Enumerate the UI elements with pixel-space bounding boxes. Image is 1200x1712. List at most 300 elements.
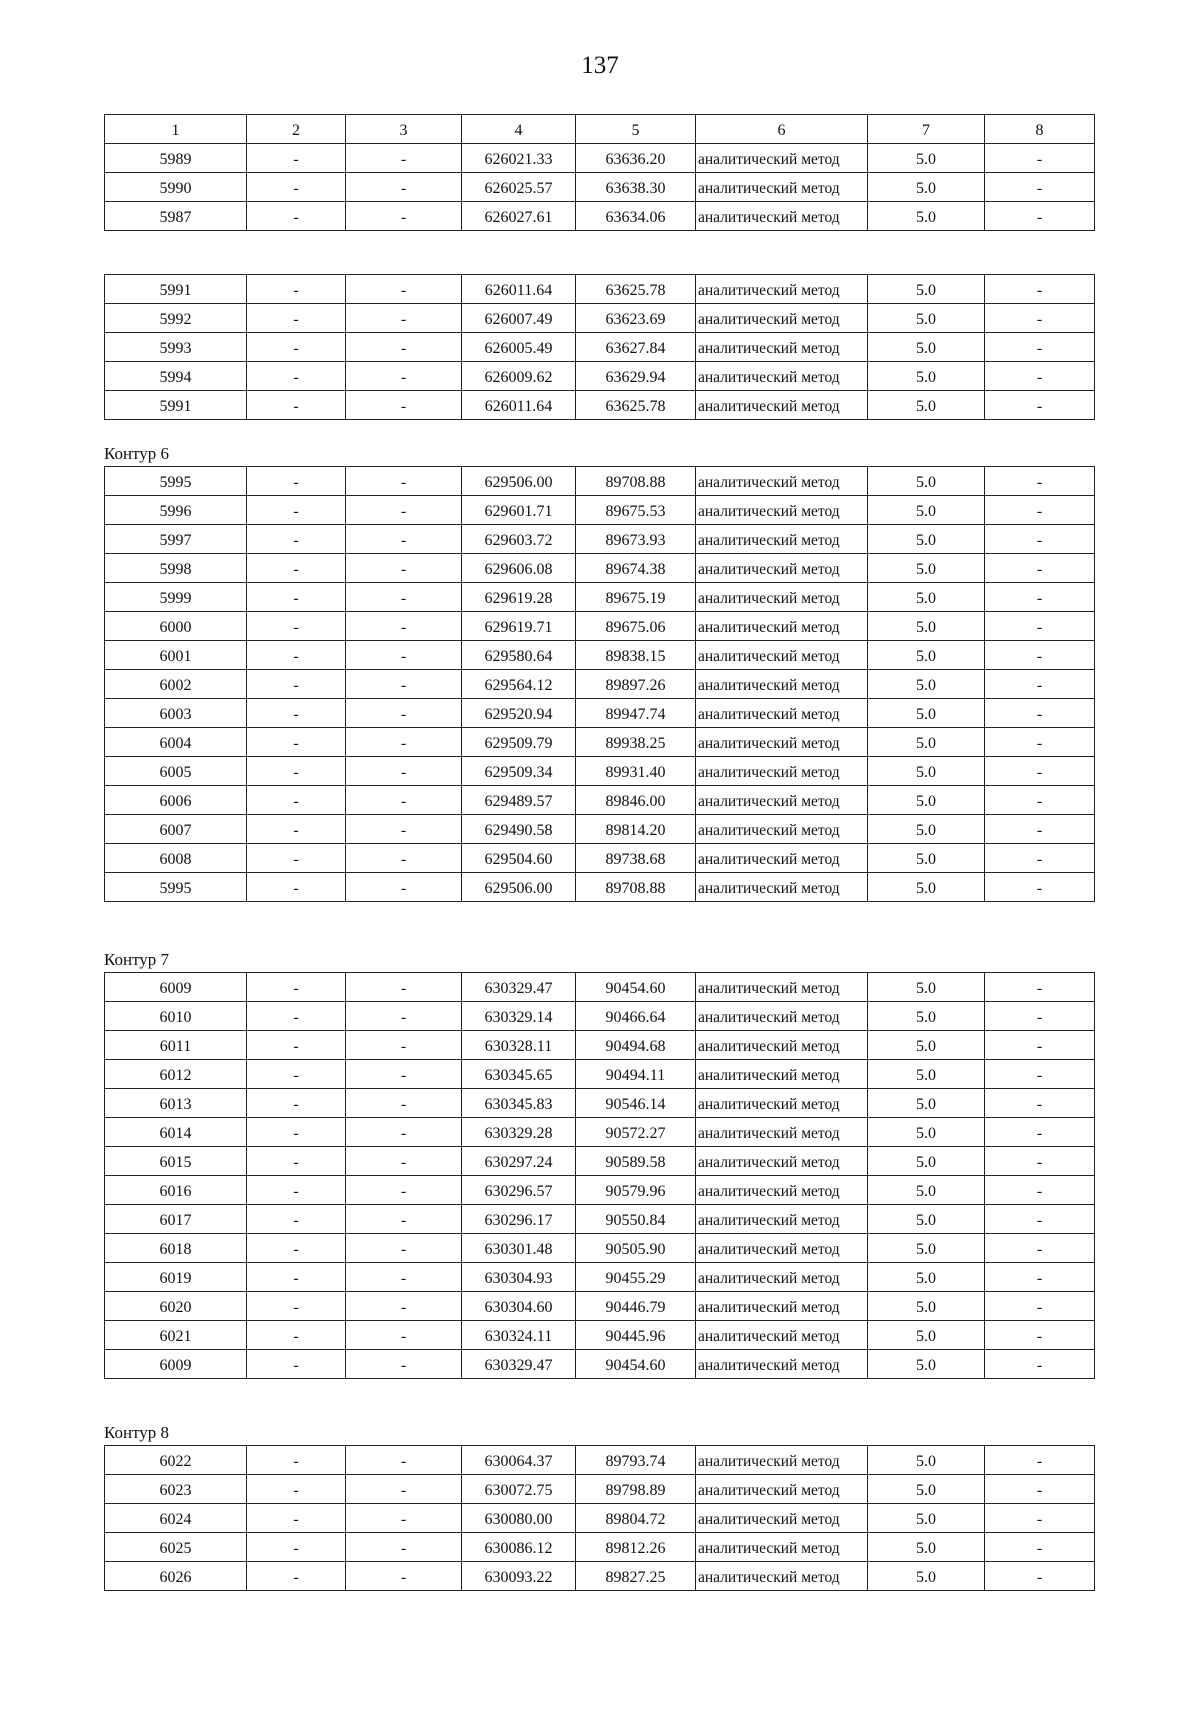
coord-x-cell: 629603.72 <box>462 525 576 554</box>
col-8-cell: - <box>985 844 1095 873</box>
coordinates-table <box>104 972 1095 1379</box>
coordinates-table <box>104 466 1095 902</box>
accuracy-cell: 5.0 <box>868 612 985 641</box>
col-2-cell: - <box>247 333 346 362</box>
col-2-cell: - <box>247 1002 346 1031</box>
col-8-cell: - <box>985 1002 1095 1031</box>
col-8-cell: - <box>985 1205 1095 1234</box>
coord-y-cell: 89793.74 <box>576 1446 696 1475</box>
contour-label: Контур 7 <box>104 950 170 969</box>
col-2-cell: - <box>247 1263 346 1292</box>
col-2-cell: - <box>247 1205 346 1234</box>
accuracy-cell: 5.0 <box>868 583 985 612</box>
coord-x-cell: 630296.17 <box>462 1205 576 1234</box>
coord-x-cell: 629509.79 <box>462 728 576 757</box>
col-2-cell: - <box>247 844 346 873</box>
col-2-cell: - <box>247 525 346 554</box>
method-cell: аналитический метод <box>696 815 868 844</box>
table-row <box>105 304 1095 333</box>
coord-x-cell: 626011.64 <box>462 275 576 304</box>
point-number-cell: 6023 <box>105 1475 247 1504</box>
col-8-cell: - <box>985 173 1095 202</box>
method-cell: аналитический метод <box>696 391 868 420</box>
table-row <box>105 641 1095 670</box>
col-2-cell: - <box>247 467 346 496</box>
coord-x-cell: 630324.11 <box>462 1321 576 1350</box>
col-2-cell: - <box>247 728 346 757</box>
coordinates-table <box>104 1445 1095 1591</box>
col-3-cell: - <box>346 1176 462 1205</box>
coord-x-cell: 626011.64 <box>462 391 576 420</box>
col-8-cell: - <box>985 554 1095 583</box>
col-3-cell: - <box>346 786 462 815</box>
method-cell: аналитический метод <box>696 844 868 873</box>
point-number-cell: 6014 <box>105 1118 247 1147</box>
coord-y-cell: 90445.96 <box>576 1321 696 1350</box>
coord-y-cell: 90454.60 <box>576 1350 696 1379</box>
coord-x-cell: 630301.48 <box>462 1234 576 1263</box>
coord-x-cell: 630329.14 <box>462 1002 576 1031</box>
col-3-cell: - <box>346 1321 462 1350</box>
col-8-cell: - <box>985 1562 1095 1591</box>
col-8-cell: - <box>985 1446 1095 1475</box>
col-8-cell: - <box>985 1089 1095 1118</box>
col-3-cell: - <box>346 728 462 757</box>
coord-y-cell: 63634.06 <box>576 202 696 231</box>
coord-y-cell: 89798.89 <box>576 1475 696 1504</box>
col-2-cell: - <box>247 391 346 420</box>
point-number-cell: 6004 <box>105 728 247 757</box>
col-8-cell: - <box>985 670 1095 699</box>
coordinates-table <box>104 114 1095 231</box>
table-section <box>104 1423 1094 1591</box>
col-2-cell: - <box>247 815 346 844</box>
method-cell: аналитический метод <box>696 525 868 554</box>
col-3-cell: - <box>346 1292 462 1321</box>
col-8-cell: - <box>985 612 1095 641</box>
coord-y-cell: 63636.20 <box>576 144 696 173</box>
point-number-cell: 6006 <box>105 786 247 815</box>
col-8-cell: - <box>985 1031 1095 1060</box>
col-3-cell: - <box>346 333 462 362</box>
coord-y-cell: 89708.88 <box>576 873 696 902</box>
point-number-cell: 6011 <box>105 1031 247 1060</box>
col-3-cell: - <box>346 583 462 612</box>
col-2-cell: - <box>247 1321 346 1350</box>
column-number: 8 <box>985 115 1095 144</box>
column-number: 6 <box>696 115 868 144</box>
coord-y-cell: 63627.84 <box>576 333 696 362</box>
coord-y-cell: 63625.78 <box>576 275 696 304</box>
table-row <box>105 1504 1095 1533</box>
col-8-cell: - <box>985 1176 1095 1205</box>
method-cell: аналитический метод <box>696 1031 868 1060</box>
method-cell: аналитический метод <box>696 554 868 583</box>
method-cell: аналитический метод <box>696 583 868 612</box>
method-cell: аналитический метод <box>696 1002 868 1031</box>
col-3-cell: - <box>346 699 462 728</box>
coord-y-cell: 90546.14 <box>576 1089 696 1118</box>
coord-x-cell: 630064.37 <box>462 1446 576 1475</box>
point-number-cell: 6000 <box>105 612 247 641</box>
col-2-cell: - <box>247 144 346 173</box>
col-8-cell: - <box>985 786 1095 815</box>
accuracy-cell: 5.0 <box>868 1475 985 1504</box>
col-2-cell: - <box>247 1147 346 1176</box>
col-3-cell: - <box>346 1118 462 1147</box>
accuracy-cell: 5.0 <box>868 496 985 525</box>
col-3-cell: - <box>346 1446 462 1475</box>
table-row <box>105 554 1095 583</box>
method-cell: аналитический метод <box>696 1118 868 1147</box>
coord-y-cell: 90494.68 <box>576 1031 696 1060</box>
coord-x-cell: 630072.75 <box>462 1475 576 1504</box>
col-3-cell: - <box>346 1205 462 1234</box>
col-3-cell: - <box>346 1060 462 1089</box>
coord-x-cell: 630296.57 <box>462 1176 576 1205</box>
point-number-cell: 5991 <box>105 275 247 304</box>
table-row <box>105 1002 1095 1031</box>
col-2-cell: - <box>247 786 346 815</box>
coord-x-cell: 629619.71 <box>462 612 576 641</box>
point-number-cell: 6012 <box>105 1060 247 1089</box>
col-8-cell: - <box>985 525 1095 554</box>
coord-y-cell: 89931.40 <box>576 757 696 786</box>
col-3-cell: - <box>346 670 462 699</box>
coord-x-cell: 630080.00 <box>462 1504 576 1533</box>
table-row <box>105 844 1095 873</box>
method-cell: аналитический метод <box>696 362 868 391</box>
method-cell: аналитический метод <box>696 1292 868 1321</box>
accuracy-cell: 5.0 <box>868 1031 985 1060</box>
table-row <box>105 1263 1095 1292</box>
coord-y-cell: 90579.96 <box>576 1176 696 1205</box>
col-3-cell: - <box>346 1031 462 1060</box>
accuracy-cell: 5.0 <box>868 1446 985 1475</box>
coord-y-cell: 89846.00 <box>576 786 696 815</box>
col-3-cell: - <box>346 391 462 420</box>
method-cell: аналитический метод <box>696 202 868 231</box>
point-number-cell: 6018 <box>105 1234 247 1263</box>
col-3-cell: - <box>346 496 462 525</box>
col-8-cell: - <box>985 275 1095 304</box>
coord-x-cell: 629509.34 <box>462 757 576 786</box>
accuracy-cell: 5.0 <box>868 1234 985 1263</box>
coord-x-cell: 630086.12 <box>462 1533 576 1562</box>
col-2-cell: - <box>247 362 346 391</box>
col-8-cell: - <box>985 1263 1095 1292</box>
coord-y-cell: 90466.64 <box>576 1002 696 1031</box>
accuracy-cell: 5.0 <box>868 1176 985 1205</box>
col-3-cell: - <box>346 844 462 873</box>
col-3-cell: - <box>346 612 462 641</box>
table-row <box>105 1060 1095 1089</box>
accuracy-cell: 5.0 <box>868 1562 985 1591</box>
table-row <box>105 525 1095 554</box>
col-3-cell: - <box>346 1350 462 1379</box>
col-2-cell: - <box>247 1446 346 1475</box>
accuracy-cell: 5.0 <box>868 1504 985 1533</box>
point-number-cell: 5993 <box>105 333 247 362</box>
coord-x-cell: 629506.00 <box>462 873 576 902</box>
coord-x-cell: 630328.11 <box>462 1031 576 1060</box>
table-row <box>105 1118 1095 1147</box>
coord-y-cell: 89675.53 <box>576 496 696 525</box>
accuracy-cell: 5.0 <box>868 728 985 757</box>
col-2-cell: - <box>247 1562 346 1591</box>
coord-y-cell: 90494.11 <box>576 1060 696 1089</box>
col-2-cell: - <box>247 973 346 1002</box>
accuracy-cell: 5.0 <box>868 173 985 202</box>
coord-x-cell: 630093.22 <box>462 1562 576 1591</box>
method-cell: аналитический метод <box>696 757 868 786</box>
method-cell: аналитический метод <box>696 1533 868 1562</box>
accuracy-cell: 5.0 <box>868 1292 985 1321</box>
coord-y-cell: 89838.15 <box>576 641 696 670</box>
table-row <box>105 873 1095 902</box>
col-8-cell: - <box>985 1475 1095 1504</box>
col-8-cell: - <box>985 973 1095 1002</box>
coord-x-cell: 630329.47 <box>462 1350 576 1379</box>
method-cell: аналитический метод <box>696 333 868 362</box>
coord-x-cell: 626005.49 <box>462 333 576 362</box>
table-row <box>105 362 1095 391</box>
point-number-cell: 5995 <box>105 467 247 496</box>
point-number-cell: 5989 <box>105 144 247 173</box>
coordinates-table <box>104 274 1095 420</box>
accuracy-cell: 5.0 <box>868 786 985 815</box>
col-2-cell: - <box>247 1060 346 1089</box>
point-number-cell: 6017 <box>105 1205 247 1234</box>
method-cell: аналитический метод <box>696 275 868 304</box>
col-2-cell: - <box>247 641 346 670</box>
col-2-cell: - <box>247 1292 346 1321</box>
col-2-cell: - <box>247 1089 346 1118</box>
col-8-cell: - <box>985 815 1095 844</box>
col-3-cell: - <box>346 973 462 1002</box>
table-row <box>105 173 1095 202</box>
col-8-cell: - <box>985 467 1095 496</box>
method-cell: аналитический метод <box>696 1321 868 1350</box>
table-row <box>105 728 1095 757</box>
point-number-cell: 5996 <box>105 496 247 525</box>
method-cell: аналитический метод <box>696 973 868 1002</box>
accuracy-cell: 5.0 <box>868 815 985 844</box>
accuracy-cell: 5.0 <box>868 467 985 496</box>
col-3-cell: - <box>346 275 462 304</box>
coord-y-cell: 90454.60 <box>576 973 696 1002</box>
contour-label: Контур 6 <box>104 444 170 463</box>
col-3-cell: - <box>346 362 462 391</box>
coord-y-cell: 89947.74 <box>576 699 696 728</box>
coord-x-cell: 629619.28 <box>462 583 576 612</box>
table-row <box>105 1321 1095 1350</box>
table-row <box>105 1234 1095 1263</box>
col-8-cell: - <box>985 1234 1095 1263</box>
point-number-cell: 5987 <box>105 202 247 231</box>
accuracy-cell: 5.0 <box>868 202 985 231</box>
coord-x-cell: 630329.47 <box>462 973 576 1002</box>
coord-y-cell: 89673.93 <box>576 525 696 554</box>
method-cell: аналитический метод <box>696 1504 868 1533</box>
coord-x-cell: 629506.00 <box>462 467 576 496</box>
coord-x-cell: 629520.94 <box>462 699 576 728</box>
col-2-cell: - <box>247 1533 346 1562</box>
point-number-cell: 6003 <box>105 699 247 728</box>
column-number: 5 <box>576 115 696 144</box>
accuracy-cell: 5.0 <box>868 1002 985 1031</box>
table-row <box>105 202 1095 231</box>
coord-y-cell: 89897.26 <box>576 670 696 699</box>
coord-x-cell: 629564.12 <box>462 670 576 699</box>
col-2-cell: - <box>247 1475 346 1504</box>
col-2-cell: - <box>247 873 346 902</box>
point-number-cell: 6026 <box>105 1562 247 1591</box>
table-row <box>105 1475 1095 1504</box>
table-row <box>105 275 1095 304</box>
method-cell: аналитический метод <box>696 144 868 173</box>
accuracy-cell: 5.0 <box>868 844 985 873</box>
coord-y-cell: 89814.20 <box>576 815 696 844</box>
col-3-cell: - <box>346 815 462 844</box>
method-cell: аналитический метод <box>696 670 868 699</box>
coord-x-cell: 626007.49 <box>462 304 576 333</box>
col-3-cell: - <box>346 304 462 333</box>
col-2-cell: - <box>247 202 346 231</box>
point-number-cell: 6009 <box>105 973 247 1002</box>
method-cell: аналитический метод <box>696 1147 868 1176</box>
col-8-cell: - <box>985 202 1095 231</box>
coord-y-cell: 89674.38 <box>576 554 696 583</box>
point-number-cell: 6009 <box>105 1350 247 1379</box>
col-8-cell: - <box>985 873 1095 902</box>
accuracy-cell: 5.0 <box>868 1118 985 1147</box>
col-2-cell: - <box>247 699 346 728</box>
col-3-cell: - <box>346 1533 462 1562</box>
point-number-cell: 6021 <box>105 1321 247 1350</box>
col-2-cell: - <box>247 1118 346 1147</box>
col-2-cell: - <box>247 173 346 202</box>
method-cell: аналитический метод <box>696 1176 868 1205</box>
method-cell: аналитический метод <box>696 1350 868 1379</box>
coord-x-cell: 630297.24 <box>462 1147 576 1176</box>
accuracy-cell: 5.0 <box>868 144 985 173</box>
point-number-cell: 5990 <box>105 173 247 202</box>
method-cell: аналитический метод <box>696 699 868 728</box>
point-number-cell: 6013 <box>105 1089 247 1118</box>
accuracy-cell: 5.0 <box>868 699 985 728</box>
coord-x-cell: 630304.60 <box>462 1292 576 1321</box>
point-number-cell: 5998 <box>105 554 247 583</box>
table-row <box>105 1031 1095 1060</box>
coord-x-cell: 630345.65 <box>462 1060 576 1089</box>
point-number-cell: 6025 <box>105 1533 247 1562</box>
col-3-cell: - <box>346 757 462 786</box>
table-row <box>105 815 1095 844</box>
accuracy-cell: 5.0 <box>868 670 985 699</box>
coord-y-cell: 89827.25 <box>576 1562 696 1591</box>
col-8-cell: - <box>985 641 1095 670</box>
table-row <box>105 1205 1095 1234</box>
col-2-cell: - <box>247 304 346 333</box>
col-3-cell: - <box>346 1504 462 1533</box>
col-2-cell: - <box>247 1504 346 1533</box>
table-row <box>105 699 1095 728</box>
accuracy-cell: 5.0 <box>868 641 985 670</box>
point-number-cell: 5991 <box>105 391 247 420</box>
col-3-cell: - <box>346 554 462 583</box>
accuracy-cell: 5.0 <box>868 1263 985 1292</box>
accuracy-cell: 5.0 <box>868 1147 985 1176</box>
table-row <box>105 333 1095 362</box>
table-row <box>105 1089 1095 1118</box>
coord-y-cell: 90550.84 <box>576 1205 696 1234</box>
coord-y-cell: 63629.94 <box>576 362 696 391</box>
col-3-cell: - <box>346 1475 462 1504</box>
coord-y-cell: 89938.25 <box>576 728 696 757</box>
coord-y-cell: 63638.30 <box>576 173 696 202</box>
col-8-cell: - <box>985 757 1095 786</box>
coord-y-cell: 63625.78 <box>576 391 696 420</box>
method-cell: аналитический метод <box>696 467 868 496</box>
point-number-cell: 6001 <box>105 641 247 670</box>
col-3-cell: - <box>346 1234 462 1263</box>
coord-y-cell: 89708.88 <box>576 467 696 496</box>
accuracy-cell: 5.0 <box>868 391 985 420</box>
coord-x-cell: 626009.62 <box>462 362 576 391</box>
col-8-cell: - <box>985 699 1095 728</box>
col-3-cell: - <box>346 1002 462 1031</box>
accuracy-cell: 5.0 <box>868 757 985 786</box>
col-3-cell: - <box>346 1089 462 1118</box>
coord-y-cell: 90446.79 <box>576 1292 696 1321</box>
point-number-cell: 5994 <box>105 362 247 391</box>
col-2-cell: - <box>247 554 346 583</box>
coord-x-cell: 630304.93 <box>462 1263 576 1292</box>
point-number-cell: 6005 <box>105 757 247 786</box>
accuracy-cell: 5.0 <box>868 973 985 1002</box>
table-section <box>104 274 1094 420</box>
col-2-cell: - <box>247 757 346 786</box>
method-cell: аналитический метод <box>696 304 868 333</box>
coord-x-cell: 629606.08 <box>462 554 576 583</box>
coord-y-cell: 63623.69 <box>576 304 696 333</box>
table-row <box>105 1350 1095 1379</box>
col-2-cell: - <box>247 275 346 304</box>
column-number: 7 <box>868 115 985 144</box>
coord-y-cell: 90572.27 <box>576 1118 696 1147</box>
method-cell: аналитический метод <box>696 1562 868 1591</box>
method-cell: аналитический метод <box>696 1446 868 1475</box>
col-8-cell: - <box>985 333 1095 362</box>
point-number-cell: 6016 <box>105 1176 247 1205</box>
table-section <box>104 950 1094 1379</box>
method-cell: аналитический метод <box>696 873 868 902</box>
table-row <box>105 144 1095 173</box>
point-number-cell: 6019 <box>105 1263 247 1292</box>
table-row <box>105 786 1095 815</box>
col-2-cell: - <box>247 583 346 612</box>
accuracy-cell: 5.0 <box>868 1089 985 1118</box>
method-cell: аналитический метод <box>696 1263 868 1292</box>
accuracy-cell: 5.0 <box>868 275 985 304</box>
table-row <box>105 1533 1095 1562</box>
col-3-cell: - <box>346 1263 462 1292</box>
col-8-cell: - <box>985 583 1095 612</box>
col-2-cell: - <box>247 612 346 641</box>
point-number-cell: 6010 <box>105 1002 247 1031</box>
coord-x-cell: 630345.83 <box>462 1089 576 1118</box>
